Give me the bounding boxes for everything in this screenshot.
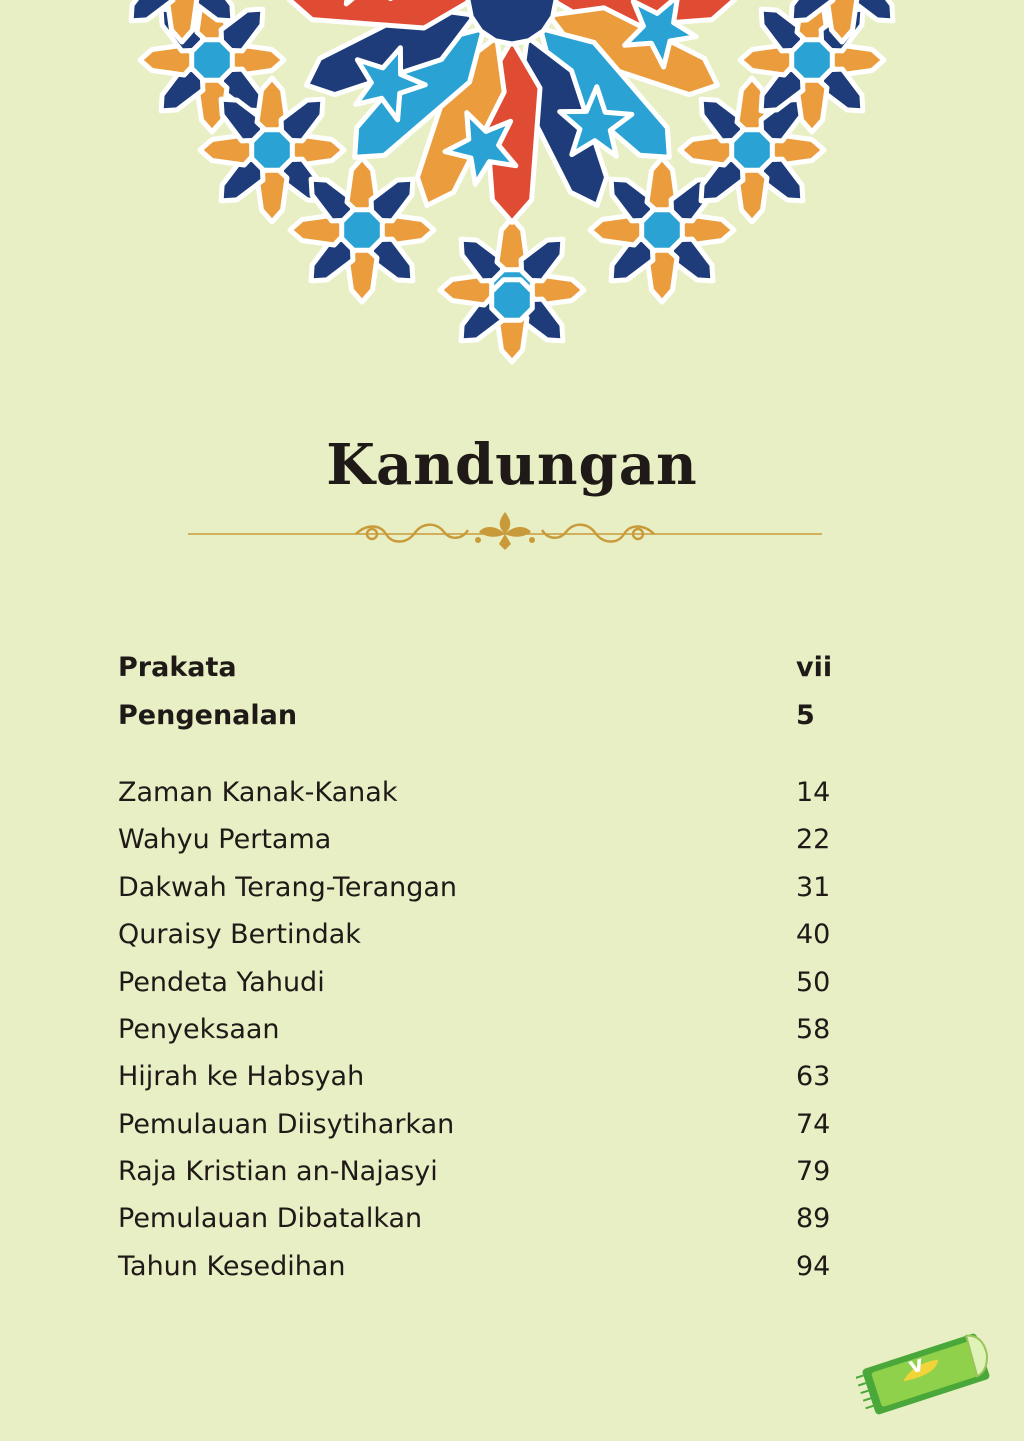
toc-entry-title: Prakata	[118, 652, 237, 684]
toc-entry[interactable]	[118, 864, 836, 911]
toc-entry-page: 50	[796, 966, 831, 998]
gold-flourish-divider-icon	[188, 508, 822, 556]
page-number: v	[905, 1351, 927, 1380]
toc-entry[interactable]	[118, 816, 836, 863]
toc-entry-page: 40	[796, 919, 831, 951]
toc-entry[interactable]	[118, 769, 836, 816]
toc-entry-title: Zaman Kanak-Kanak	[118, 776, 398, 808]
toc-entry[interactable]	[118, 1195, 836, 1242]
page-title: Kandungan	[326, 432, 698, 498]
toc-entry[interactable]	[118, 958, 836, 1005]
chapter-list	[118, 769, 836, 1290]
toc-entry-page: 89	[796, 1203, 831, 1235]
toc-entry-page: 14	[796, 776, 831, 808]
toc-entry-title: Penyeksaan	[118, 1013, 280, 1045]
toc-entry[interactable]	[118, 1053, 836, 1100]
toc-entry[interactable]	[118, 1243, 836, 1290]
toc-entry-page: 79	[796, 1156, 831, 1188]
toc-entry-title: Raja Kristian an-Najasyi	[118, 1156, 438, 1188]
toc-entry[interactable]	[118, 691, 836, 738]
front-matter-list	[118, 644, 836, 739]
toc-entry[interactable]	[118, 644, 836, 691]
toc-entry-page: 5	[796, 699, 815, 731]
toc-entry-page: 22	[796, 824, 831, 856]
toc-entry-page: 74	[796, 1108, 831, 1140]
toc-entry-title: Tahun Kesedihan	[118, 1250, 346, 1282]
toc-entry[interactable]	[118, 1148, 836, 1195]
toc-entry[interactable]	[118, 911, 836, 958]
toc-entry[interactable]	[118, 1101, 836, 1148]
toc-entry-title: Hijrah ke Habsyah	[118, 1061, 365, 1093]
toc-entry-title: Pemulauan Dibatalkan	[118, 1203, 423, 1235]
toc-entry-title: Quraisy Bertindak	[118, 919, 361, 951]
toc-entry-title: Wahyu Pertama	[118, 824, 332, 856]
toc-entry-page: 58	[796, 1013, 831, 1045]
table-of-contents	[118, 644, 836, 1290]
toc-entry-page: 63	[796, 1061, 831, 1093]
toc-entry-page: 31	[796, 871, 831, 903]
toc-entry-page: vii	[796, 652, 833, 684]
toc-entry-title: Dakwah Terang-Terangan	[118, 871, 458, 903]
toc-entry-title: Pengenalan	[118, 699, 298, 731]
toc-entry-title: Pendeta Yahudi	[118, 966, 325, 998]
islamic-geometric-star-icon	[80, 0, 950, 420]
toc-entry-page: 94	[796, 1250, 831, 1282]
toc-entry[interactable]	[118, 1006, 836, 1053]
toc-entry-title: Pemulauan Diisytiharkan	[118, 1108, 455, 1140]
